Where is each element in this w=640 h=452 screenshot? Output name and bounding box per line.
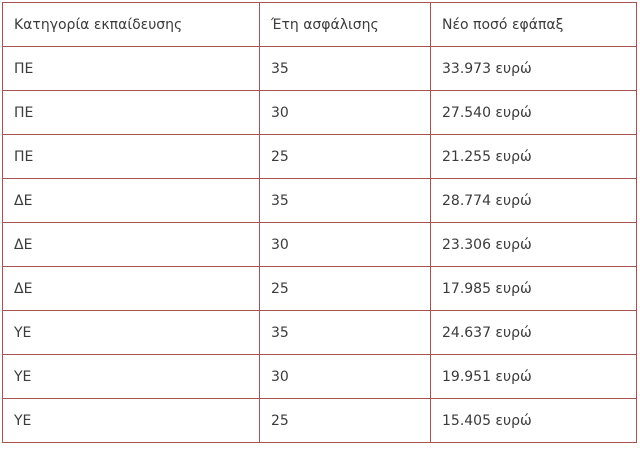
table-row xyxy=(3,179,637,223)
cell-lump-sum-amount: 17.985 ευρώ xyxy=(431,267,637,311)
column-header-lump-sum-amount: Νέο ποσό εφάπαξ xyxy=(431,3,637,47)
cell-lump-sum-amount: 15.405 ευρώ xyxy=(431,399,637,443)
table-row xyxy=(3,311,637,355)
cell-lump-sum-amount: 19.951 ευρώ xyxy=(431,355,637,399)
table-row xyxy=(3,135,637,179)
cell-lump-sum-amount: 27.540 ευρώ xyxy=(431,91,637,135)
header-row xyxy=(3,3,637,47)
cell-lump-sum-amount: 21.255 ευρώ xyxy=(431,135,637,179)
cell-education-category: ΥΕ xyxy=(3,355,260,399)
table-row xyxy=(3,355,637,399)
cell-education-category: ΠΕ xyxy=(3,91,260,135)
cell-insurance-years: 30 xyxy=(260,223,431,267)
cell-insurance-years: 25 xyxy=(260,267,431,311)
cell-lump-sum-amount: 28.774 ευρώ xyxy=(431,179,637,223)
column-header-insurance-years: Έτη ασφάλισης xyxy=(260,3,431,47)
table-row xyxy=(3,267,637,311)
cell-insurance-years: 35 xyxy=(260,311,431,355)
cell-education-category: ΠΕ xyxy=(3,135,260,179)
cell-insurance-years: 35 xyxy=(260,47,431,91)
cell-education-category: ΥΕ xyxy=(3,311,260,355)
table-row xyxy=(3,91,637,135)
cell-lump-sum-amount: 23.306 ευρώ xyxy=(431,223,637,267)
cell-insurance-years: 25 xyxy=(260,135,431,179)
cell-education-category: ΠΕ xyxy=(3,47,260,91)
cell-education-category: ΔΕ xyxy=(3,223,260,267)
cell-lump-sum-amount: 33.973 ευρώ xyxy=(431,47,637,91)
cell-insurance-years: 25 xyxy=(260,399,431,443)
lump-sum-table xyxy=(2,2,637,443)
table-row xyxy=(3,223,637,267)
cell-education-category: ΥΕ xyxy=(3,399,260,443)
cell-education-category: ΔΕ xyxy=(3,267,260,311)
cell-insurance-years: 35 xyxy=(260,179,431,223)
column-header-education-category: Κατηγορία εκπαίδευσης xyxy=(3,3,260,47)
table-row xyxy=(3,399,637,443)
cell-lump-sum-amount: 24.637 ευρώ xyxy=(431,311,637,355)
cell-insurance-years: 30 xyxy=(260,91,431,135)
table-row xyxy=(3,47,637,91)
cell-education-category: ΔΕ xyxy=(3,179,260,223)
cell-insurance-years: 30 xyxy=(260,355,431,399)
